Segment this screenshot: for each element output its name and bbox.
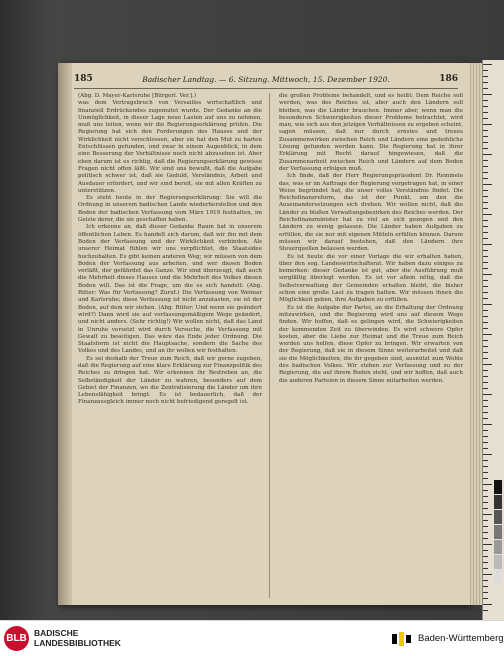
paragraph: Es sei deshalb der Treue zum Reich, daß wir gerne zugeben, daß die Regierung auf eine klare Erklärung zur Finanzpolitik des Reiches zu dringen hat. Wir erkennen ihr Bestreben an, die Selbständigkeit der Länder zu wahren, besonders auf dem Gebiet der Finanzen, wo die Zentralisierung die Länder um ihre Lebensfähigkeit bringt. Es ist bedauerlich, daß der Finanzausgleich immer noch nicht befriedigend geregelt ist. [78,355,262,406]
page-number-right: 186 [439,74,458,84]
ruler-tick [483,610,488,611]
ruler-tick [483,112,488,113]
ruler-tick [483,106,488,107]
ruler-tick [483,454,492,455]
column-divider [269,93,270,598]
ruler-tick [483,202,488,203]
ruler-tick [483,124,492,125]
left-text-column [78,93,262,407]
header-rule [74,88,458,89]
ruler-tick [483,382,488,383]
ruler-tick [483,160,488,161]
ruler-tick [483,316,488,317]
ruler-tick [483,424,492,425]
ruler-tick [483,256,488,257]
blb-name-line1: BADISCHE [34,628,79,638]
ruler-tick [483,166,488,167]
ruler-tick [483,604,492,605]
baden-wuerttemberg-logo-icon [392,632,414,646]
paragraph: (Abg. D. Mayer-Karlsruhe [Bürgerl. Ver.].) [78,93,196,99]
ruler-tick [483,184,492,185]
ruler-tick [483,538,488,539]
ruler-tick [483,496,488,497]
ruler-tick [483,526,488,527]
ruler-tick [483,268,488,269]
ruler-swatch [494,495,502,509]
ruler-tick [483,310,488,311]
ruler-tick [483,466,488,467]
ruler-tick [483,298,488,299]
ruler-tick [483,208,488,209]
ruler-tick [483,406,488,407]
ruler-swatch [494,510,502,524]
ruler-tick [483,448,488,449]
ruler-tick [483,478,488,479]
ruler-tick [483,508,488,509]
ruler-tick [483,304,492,305]
ruler-tick [483,580,488,581]
ruler-tick [483,514,492,515]
ruler-tick [483,364,492,365]
paragraph: Ich finde, daß der Herr Regierungspräsident Dr. Remmele das, was er im Auftrage der Regierung vorgetragen hat, in einer Weise begründet hat, die unser volles Verständnis findet. Die Reichsfinanzreform, das ist der Punkt, um den die Auseinandersetzungen sich drehen. Wir wollen nicht, daß die Länder zu bloßen Verwaltungsbezirken des Reiches werden. Der Reichsfinanzminister hat zu viel an sich gezogen und den Ländern zu wenig gelassen. Die Länder haben Aufgaben zu erfüllen, die sie nur mit eigenen Mitteln erfüllen können. Darum müssen wir darauf bestehen, daß den Ländern ihre Steuerquellen belassen werden. [279,173,463,253]
ruler-tick [483,142,488,143]
ruler-tick [483,520,488,521]
ruler-swatch [494,555,502,569]
paragraph: Ich erkenne an, daß dieser Gedanke Raum hat in unserem öffentlichen Leben. Es handelt sich darum, daß wir ihn mit dem Boden der Verfassung und der Wirklichkeit verbinden. Als unserer Heimat fühlen wir uns verpflichtet, die Staatsidee hochzuhalten. Es gibt keinen anderen Weg; wir müssen von dem Boden der Verfassung aus arbeiten, und wer diesen Boden verläßt, der gefährdet das Ganze. Wir sind überzeugt, daß auch die Mehrheit dieses Hauses und die Mehrheit des Volkes diesen Boden will. Das ist die Frage, um die es sich handelt: (Abg. Ritter: Was für Verfassung? Zuruf.) Die Verfassung von Weimar und Karlsruhe; diese Verfassung ist nicht anzutasten, sie ist der Boden, auf dem wir stehen. (Abg. Ritter: Und wenn sie geändert wird?) Dann wird sie auf verfassungsmäßigem Wege geändert, und nicht anders. (Sehr richtig!) Wir wollen nicht, daß das Land in Unruhe versetzt wird durch Versuche, die Verfassung mit Gewalt zu beseitigen. Das wäre das Ende jeder Ordnung. Die Staatsform ist nicht die Hauptsache, sondern die Sache des Volkes und des Landes, und an ihr wollen wir festhalten. [78,224,262,355]
ruler-tick [483,484,492,485]
ruler-tick [483,130,488,131]
ruler-tick [483,262,488,263]
running-title: Badischer Landtag. — 6. Sitzung. Mittwoch, 15. Dezember 1920. [142,75,390,84]
ruler-tick [483,550,488,551]
ruler-tick [483,442,488,443]
ruler-tick [483,70,488,71]
paragraph: Es steht heute in der Regierungserklärung: Sie will die Ordnung in unserem badischen Lande wiederherstellen und den Boden der badischen Verfassung vom März 1919 festhalten, im Geiste derer, die sie geschaffen haben. [78,195,262,224]
ruler-tick [483,64,492,65]
ruler-tick [483,220,488,221]
ruler-tick [483,100,488,101]
ruler-tick [483,172,488,173]
ruler-tick [483,238,488,239]
scan-color-ruler [482,60,504,620]
ruler-tick [483,400,488,401]
ruler-tick [483,436,488,437]
ruler-tick [483,250,488,251]
ruler-tick [483,430,488,431]
ruler-tick [483,358,488,359]
footer-bar [0,620,504,656]
ruler-tick [483,292,488,293]
blb-logo-icon[interactable]: BLB [4,626,29,651]
ruler-tick [483,574,492,575]
ruler-tick [483,244,492,245]
ruler-tick [483,490,488,491]
ruler-tick [483,334,492,335]
paragraph: was dem Vertragsbruch von Versailles wirtschaftlich und finanziell Erdrückendes zugemutet wurde. Der Gedanke an die Unmöglichkeit, in dieser Lage neue Lasten auf uns zu nehmen, muß uns leiten, wenn wir die Regierungserklärung prüfen. Die Regierung hat sich den Forderungen des Hauses und der Wirklichkeit nicht verschlossen, aber sie hat den Mut zu harten Entschlüssen gefunden, und zwar in einem Augenblick, in dem eine Besserung der Verhältnisse noch nicht abzusehen ist. Aber eben darum ist es richtig, daß die Regierungserklärung gewisse Fragen nicht offen läßt. Wir sind uns bewußt, daß die Aufgabe politisch schwer ist, daß sie Geduld, Verständnis, Arbeit und Ausdauer erfordert, und wir sind bereit, sie mit allen Kräften zu unterstützen. [78,100,262,194]
ruler-tick [483,370,488,371]
ruler-tick [483,598,488,599]
ruler-tick [483,502,488,503]
ruler-swatch [494,570,502,584]
ruler-tick [483,178,488,179]
ruler-tick [483,154,492,155]
ruler-tick [483,532,488,533]
ruler-tick [483,592,488,593]
ruler-tick [483,196,488,197]
blb-name-line2: LANDESBIBLIOTHEK [34,638,121,648]
ruler-tick [483,328,488,329]
ruler-tick [483,562,488,563]
ruler-tick [483,352,488,353]
ruler-tick [483,412,488,413]
ruler-tick [483,280,488,281]
paragraph: Es ist heute die vor einer Vorlage die wir erhalten haben, über den sog. Landeswirtschaftsrat. Wir haben dazu einiges zu bemerken: dieser Gedanke ist gut, aber die Ausführung muß sorgfältig überlegt werden. Es ist vor allem nötig, daß die Selbstverwaltung der Gemeinden erhalten bleibt, die bisher schon eine große Last zu tragen hatten. Wir müssen ihnen die Möglichkeit geben, ihre Aufgaben zu erfüllen. [279,253,463,304]
ruler-tick [483,418,488,419]
ruler-tick [483,88,488,89]
book-spine [58,63,72,605]
ruler-tick [483,322,488,323]
ruler-swatch [494,480,502,494]
ruler-tick [483,556,488,557]
ruler-tick [483,394,492,395]
ruler-tick [483,226,488,227]
ruler-tick [483,190,488,191]
ruler-tick [483,136,488,137]
ruler-tick [483,388,488,389]
ruler-tick [483,346,488,347]
ruler-tick [483,214,492,215]
page-number-left: 185 [74,74,93,84]
ruler-tick [483,94,492,95]
baden-wuerttemberg-name[interactable]: Baden-Württemberg [418,633,504,644]
page-edges [470,63,482,605]
ruler-tick [483,460,488,461]
ruler-tick [483,82,488,83]
ruler-tick [483,586,488,587]
page-header [74,74,458,88]
right-text-column [279,93,463,385]
ruler-tick [483,340,488,341]
ruler-swatch [494,540,502,554]
ruler-tick [483,232,488,233]
ruler-tick [483,376,488,377]
ruler-tick [483,274,492,275]
ruler-tick [483,472,488,473]
ruler-tick [483,544,492,545]
ruler-swatch [494,525,502,539]
paragraph: die großen Probleme behandelt, und es heißt: Dem Reiche soll werden, was des Reiches ist, aber auch den Ländern soll bleiben, was die Länder brauchen. Immer aber, wenn man die besonderen Schwierigkeiten dieser Probleme betrachtet, wird man, wie sich aus den jetzigen Verhältnissen zu ergeben scheint, sagen müssen, daß nur durch ernstes und treues Zusammenwirken zwischen Reich und Ländern eine gedeihliche Lösung gefunden werden kann. Die Regierung hat in ihrer Erklärung mit Recht darauf hingewiesen, daß die Zusammenarbeit zwischen Reich und Ländern auf dem Boden der Verfassung erfolgen muß. [279,93,463,172]
paragraph: Es ist die Aufgabe der Partei, an die Erhaltung der Ordnung mitzuwirken, und die Regierung wird uns auf diesem Wege finden. Wir hoffen, daß es gelingen wird, die Schwierigkeiten der kommenden Zeit zu überwinden. Es wird schwere Opfer kosten, aber die Liebe zur Heimat und die Treue zum Reich werden uns helfen, diese Opfer zu bringen. Wir erwarten von der Regierung, daß sie in diesem Sinne weiterarbeitet und daß sie die Möglichkeiten, die ihr gegeben sind, ausnützt zum Wohle des badischen Volkes. Wir stehen zur Verfassung und zu der Regierung, die auf ihrem Boden steht, und wir hoffen, daß auch die anderen Parteien in diesem Sinne mitarbeiten werden. [279,304,463,384]
ruler-tick [483,76,488,77]
ruler-tick [483,118,488,119]
ruler-tick [483,568,488,569]
ruler-tick [483,148,488,149]
blb-library-name[interactable] [34,628,121,648]
ruler-tick [483,286,488,287]
